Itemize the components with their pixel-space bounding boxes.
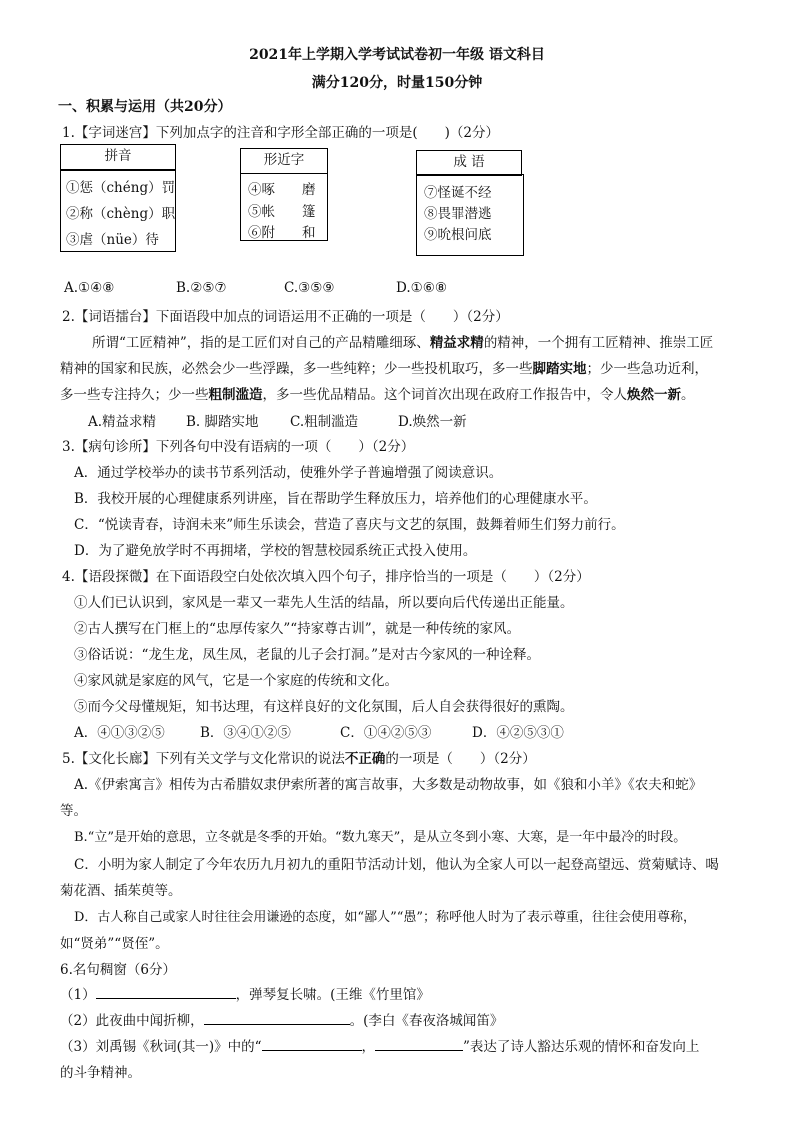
q1-stem: 1.【字词迷宫】下列加点字的注音和字形全部正确的一项是( )（2分） bbox=[62, 125, 500, 141]
q1-option-b: B.②⑤⑦ bbox=[176, 280, 227, 296]
q6-stem: 6.名句稠窗（6分） bbox=[60, 962, 176, 978]
q1-option-c: C.③⑤⑨ bbox=[284, 280, 335, 296]
q6-text: ”表达了诗人豁达乐观的情怀和奋发向上 bbox=[463, 1039, 700, 1055]
q2-text: 的精神，一个拥有工匠精神、推崇工匠 bbox=[483, 335, 714, 351]
q2-term-c: 粗制滥造 bbox=[208, 387, 263, 403]
q2-text: ；少一些急功近利， bbox=[586, 361, 708, 377]
q1-item-4: ④啄 磨 bbox=[248, 182, 316, 198]
q6-blank-2[interactable] bbox=[204, 1010, 350, 1025]
q3-option-c: C．“悦读青春，诗润未来”师生乐读会，营造了喜庆与文艺的氛围，鼓舞着师生们努力前行。 bbox=[74, 517, 625, 533]
q1-item-8: ⑧畏罪潜逃 bbox=[424, 206, 492, 222]
q4-option-d: D．④②⑤③① bbox=[472, 725, 564, 741]
q5-option-a-cont: 等。 bbox=[60, 803, 87, 819]
q1-item-3: ③虐（nüe）待 bbox=[66, 232, 159, 248]
q6-line-2 bbox=[60, 1009, 503, 1029]
q6-blank-3[interactable] bbox=[262, 1036, 362, 1051]
q3-option-b: B．我校开展的心理健康系列讲座，旨在帮助学生释放压力，培养他们的心理健康水平。 bbox=[74, 491, 597, 507]
q1-item-2: ②称（chèng）职 bbox=[66, 206, 176, 222]
q1-item-5: ⑤帐 篷 bbox=[248, 204, 316, 220]
q1-item-6: ⑥附 和 bbox=[248, 225, 316, 241]
q6-text: （1） bbox=[60, 987, 96, 1003]
q5-stem-emphasis: 不正确 bbox=[344, 751, 386, 767]
q2-text: 多一些专注持久；少一些 bbox=[60, 387, 209, 403]
q2-text: 精神的国家和民族，必然会少一些浮躁，多一些纯粹；少一些投机取巧，多一些 bbox=[60, 361, 533, 377]
q4-sentence-5: ⑤而今父母懂规矩，知书达理，有这样良好的文化氛围，后人自会获得很好的熏陶。 bbox=[74, 699, 574, 715]
q6-line-1 bbox=[60, 983, 430, 1003]
q2-term-d: 焕然一新 bbox=[627, 387, 681, 403]
q1-option-a: A.①④⑧ bbox=[64, 280, 115, 296]
q6-blank-1[interactable] bbox=[96, 984, 236, 999]
q2-term-a: 精益求精 bbox=[429, 335, 484, 351]
q5-option-b: B.“立”是开始的意思，立冬就是冬季的开始。“数九寒天”，是从立冬到小寒、大寒，是一年中最冷的时段。 bbox=[74, 830, 687, 845]
q1-item-7: ⑦怪诞不经 bbox=[424, 185, 492, 201]
q5-stem bbox=[62, 747, 536, 767]
q6-blank-4[interactable] bbox=[375, 1036, 463, 1051]
q6-text: ， bbox=[361, 1039, 376, 1055]
q5-stem-text: 的一项是（ ）（2分） bbox=[385, 751, 536, 767]
q4-sentence-1: ①人们已认识到，家风是一辈又一辈先人生活的结晶，所以要向后代传递出正能量。 bbox=[74, 595, 574, 611]
exam-title: 2021年上学期入学考试试卷初一年级 语文科目 bbox=[249, 47, 545, 63]
q2-option-d: D.焕然一新 bbox=[398, 414, 467, 430]
q4-sentence-4: ④家风就是家庭的风气，它是一个家庭的传统和文化。 bbox=[74, 673, 398, 689]
q3-option-a: A．通过学校举办的读书节系列活动，使雅外学子普遍增强了阅读意识。 bbox=[74, 465, 503, 481]
q6-text: 。(李白《春夜洛城闻笛》 bbox=[349, 1013, 504, 1029]
q4-option-c: C．①④②⑤③ bbox=[340, 725, 432, 741]
q6-line-3 bbox=[60, 1035, 699, 1055]
q4-stem: 4.【语段探微】在下面语段空白处依次填入四个句子，排序恰当的一项是（ ）（2分） bbox=[62, 569, 590, 585]
q5-option-c-cont: 菊花酒、插茱萸等。 bbox=[60, 883, 182, 899]
q2-para-line2 bbox=[60, 357, 708, 377]
q4-sentence-2: ②古人撰写在门框上的“忠厚传家久”“持家尊古训”，就是一种传统的家风。 bbox=[74, 621, 521, 637]
q1-box-pinyin-head: 拼音 bbox=[60, 144, 176, 170]
q4-sentence-3: ③俗话说：“龙生龙，凤生凤，老鼠的儿子会打洞。”是对古今家风的一种诠释。 bbox=[74, 647, 541, 663]
q5-stem-text: 5.【文化长廊】下列有关文学与文化常识的说法 bbox=[62, 751, 345, 767]
q2-text: 。 bbox=[681, 387, 695, 403]
q1-item-1: ①惩（chéng）罚 bbox=[66, 180, 176, 196]
q4-option-b: B．③④①②⑤ bbox=[200, 725, 291, 741]
q3-stem: 3.【病句诊所】下列各句中没有语病的一项（ ）（2分） bbox=[62, 439, 415, 455]
q5-option-c: C．小明为家人制定了今年农历九月初九的重阳节活动计划，他认为全家人可以一起登高望远、赏菊赋诗、喝 bbox=[74, 857, 719, 873]
q6-text: （3）刘禹锡《秋词(其一)》中的“ bbox=[60, 1039, 262, 1055]
q1-box-idiom-head: 成 语 bbox=[416, 150, 522, 176]
q1-box-similar-head: 形近字 bbox=[240, 148, 328, 173]
q5-option-d: D．古人称自己或家人时往往会用谦逊的态度，如“鄙人”“愚”；称呼他人时为了表示尊重，往往会使用尊称， bbox=[74, 910, 697, 925]
q2-para-line1 bbox=[92, 331, 713, 351]
q1-item-9: ⑨吮根问底 bbox=[424, 227, 492, 243]
q3-option-d: D．为了避免放学时不再拥堵，学校的智慧校园系统正式投入使用。 bbox=[74, 543, 477, 559]
q2-option-a: A.精益求精 bbox=[88, 414, 157, 430]
q2-option-c: C.粗制滥造 bbox=[290, 414, 359, 430]
q6-line-3-cont: 的斗争精神。 bbox=[60, 1065, 141, 1081]
q2-term-b: 脚踏实地 bbox=[532, 361, 587, 377]
exam-subtitle: 满分120分，时量150分钟 bbox=[311, 75, 483, 91]
q1-option-d: D.①⑥⑧ bbox=[396, 280, 447, 296]
q6-text: （2）此夜曲中闻折柳， bbox=[60, 1013, 204, 1029]
q2-stem: 2.【词语擂台】下面语段中加点的词语运用不正确的一项是（ ）（2分） bbox=[62, 309, 509, 325]
section-title: 一、积累与运用（共20分） bbox=[58, 99, 232, 115]
q2-text: ，多一些优品精品。这个词首次出现在政府工作报告中，令人 bbox=[262, 387, 627, 403]
q2-para-line3 bbox=[60, 383, 695, 403]
q2-option-b: B. 脚踏实地 bbox=[186, 414, 259, 430]
q5-option-d-cont: 如“贤弟”“贤侄”。 bbox=[60, 936, 169, 952]
q5-option-a: A.《伊索寓言》相传为古希腊奴隶伊索所著的寓言故事，大多数是动物故事，如《狼和小羊》《农夫和蛇》 bbox=[74, 777, 703, 793]
q4-option-a: A．④①③②⑤ bbox=[74, 725, 165, 741]
q2-text: 所谓“工匠精神”，指的是工匠们对自己的产品精雕细琢、 bbox=[92, 335, 430, 351]
q6-text: ，弹琴复长啸。(王维《竹里馆》 bbox=[235, 987, 430, 1003]
